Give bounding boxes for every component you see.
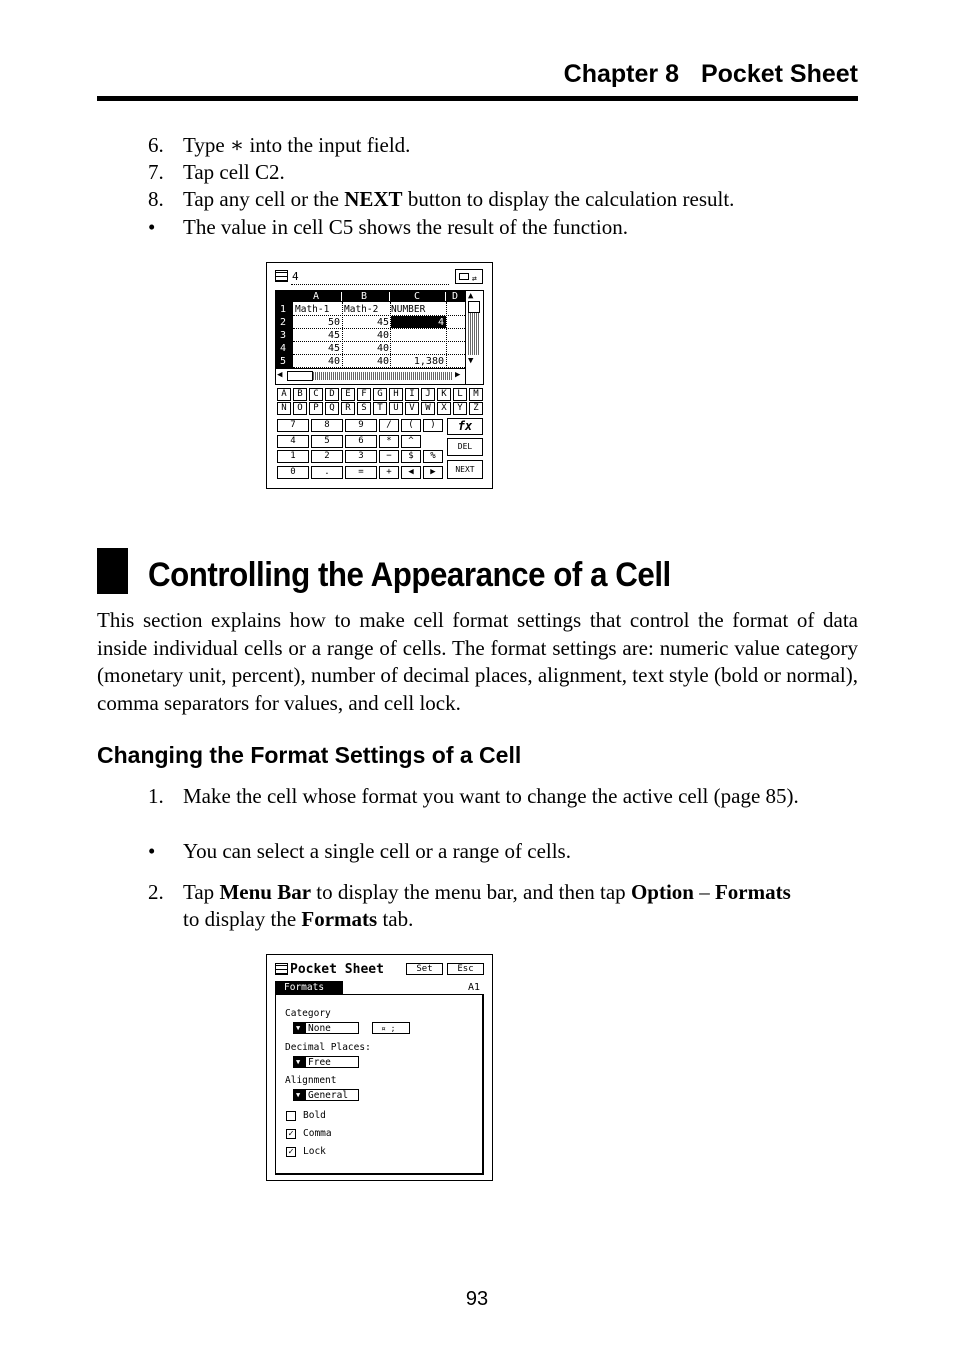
- key-b[interactable]: B: [293, 388, 307, 401]
- key-num-r1c3[interactable]: *: [379, 435, 399, 448]
- key-m[interactable]: M: [469, 388, 483, 401]
- key-v[interactable]: V: [405, 402, 419, 415]
- spreadsheet-screenshot: [266, 262, 493, 489]
- cell-b1[interactable]: Math-2: [344, 304, 379, 315]
- step-1: 1. Make the cell whose format you want to change the active cell (page 85).: [148, 784, 799, 808]
- chapter-title: Pocket Sheet: [700, 60, 858, 88]
- esc-button[interactable]: Esc: [447, 963, 484, 975]
- key-num-r2c3[interactable]: −: [379, 450, 399, 463]
- set-button[interactable]: Set: [406, 963, 443, 975]
- key-j[interactable]: J: [421, 388, 435, 401]
- row-4[interactable]: 4: [280, 343, 287, 354]
- key-t[interactable]: T: [373, 402, 387, 415]
- col-b[interactable]: B: [361, 291, 368, 302]
- row-3[interactable]: 3: [280, 330, 287, 341]
- key-n[interactable]: N: [277, 402, 291, 415]
- key-o[interactable]: O: [293, 402, 307, 415]
- key-num-r3c5[interactable]: ▶: [423, 466, 443, 479]
- cell-b2[interactable]: 45: [376, 317, 389, 328]
- scroll-thumb-vertical[interactable]: [468, 301, 480, 313]
- key-num-r3c0[interactable]: 0: [277, 466, 309, 479]
- scroll-left-icon[interactable]: ◀: [277, 370, 283, 380]
- key-k[interactable]: K: [437, 388, 451, 401]
- key-r[interactable]: R: [341, 402, 355, 415]
- cell-c2[interactable]: 4: [437, 317, 444, 328]
- key-i[interactable]: I: [405, 388, 419, 401]
- key-f[interactable]: F: [357, 388, 371, 401]
- scroll-thumb-horizontal[interactable]: [287, 371, 313, 381]
- decimal-places-dropdown[interactable]: ▼ Free: [293, 1056, 359, 1068]
- next-term: NEXT: [344, 187, 403, 211]
- lock-label: Lock: [303, 1146, 326, 1157]
- cell-a5[interactable]: 40: [327, 356, 340, 367]
- dropdown-arrow-icon: ▼: [296, 1091, 301, 1099]
- key-num-r3c4[interactable]: ◀: [401, 466, 421, 479]
- cell-c1[interactable]: NUMBER: [391, 304, 426, 315]
- comma-label: Comma: [303, 1128, 332, 1139]
- function-key[interactable]: fx: [447, 418, 483, 435]
- cell-a3[interactable]: 45: [327, 330, 340, 341]
- col-d[interactable]: D: [452, 291, 459, 302]
- currency-icon: ¤ ;: [381, 1024, 396, 1033]
- alignment-dropdown[interactable]: ▼ General: [293, 1089, 359, 1101]
- key-num-r0c5[interactable]: ): [423, 419, 443, 432]
- key-l[interactable]: L: [453, 388, 467, 401]
- key-num-r2c2[interactable]: 3: [345, 450, 377, 463]
- checkmark-icon: ✓: [288, 1147, 294, 1157]
- key-e[interactable]: E: [341, 388, 355, 401]
- key-s[interactable]: S: [357, 402, 371, 415]
- cell-b4[interactable]: 40: [376, 343, 389, 354]
- alignment-label: Alignment: [285, 1075, 337, 1086]
- key-num-r3c2[interactable]: =: [345, 466, 377, 479]
- key-g[interactable]: G: [373, 388, 387, 401]
- row-1[interactable]: 1: [280, 304, 287, 315]
- sheet-icon: [275, 270, 288, 282]
- lock-checkbox[interactable]: [286, 1147, 296, 1157]
- key-x[interactable]: X: [437, 402, 451, 415]
- key-num-r2c5[interactable]: %: [423, 450, 443, 463]
- cell-b3[interactable]: 40: [376, 330, 389, 341]
- row-5[interactable]: 5: [280, 356, 287, 367]
- key-num-r2c4[interactable]: $: [401, 450, 421, 463]
- key-num-r3c3[interactable]: +: [379, 466, 399, 479]
- cell-a1[interactable]: Math-1: [295, 304, 330, 315]
- currency-symbol-button[interactable]: [372, 1022, 410, 1034]
- next-key[interactable]: NEXT: [447, 460, 483, 479]
- dropdown-arrow-icon: ▼: [296, 1058, 301, 1066]
- delete-key[interactable]: DEL: [447, 438, 483, 456]
- dropdown-arrow-icon: ▼: [296, 1024, 301, 1032]
- key-num-r2c1[interactable]: 2: [311, 450, 343, 463]
- formats-dialog-screenshot: [266, 954, 493, 1181]
- input-field[interactable]: 4: [292, 270, 299, 283]
- cell-reference: A1: [468, 982, 481, 993]
- cell-a4[interactable]: 45: [327, 343, 340, 354]
- key-num-r0c0[interactable]: 7: [277, 419, 309, 432]
- category-label: Category: [285, 1008, 331, 1019]
- key-num-r0c3[interactable]: /: [379, 419, 399, 432]
- heading-marker: [97, 548, 128, 594]
- key-z[interactable]: Z: [469, 402, 483, 415]
- bold-checkbox[interactable]: [286, 1111, 296, 1121]
- key-a[interactable]: A: [277, 388, 291, 401]
- row-2[interactable]: 2: [280, 317, 287, 328]
- category-dropdown[interactable]: ▼ None: [293, 1022, 359, 1034]
- key-num-r1c0[interactable]: 4: [277, 435, 309, 448]
- key-num-r2c0[interactable]: 1: [277, 450, 309, 463]
- comma-checkbox[interactable]: [286, 1129, 296, 1139]
- cell-a2[interactable]: 50: [327, 317, 340, 328]
- scroll-right-icon[interactable]: ▶: [455, 370, 461, 380]
- sheet-icon: [275, 963, 288, 975]
- key-num-r0c2[interactable]: 9: [345, 419, 377, 432]
- key-num-r1c1[interactable]: 5: [311, 435, 343, 448]
- section-intro: This section explains how to make cell format settings that control the format of data inside individual cells or a range of cells. The format settings are: numeric value category (monetary unit, percent), number of decimal places, alignment, text style (bold or normal), comma separators for values, and cell lock.: [97, 608, 859, 715]
- key-d[interactable]: D: [325, 388, 339, 401]
- key-num-r0c4[interactable]: (: [401, 419, 421, 432]
- page-number: 93: [465, 1288, 489, 1310]
- scroll-up-icon[interactable]: ▲: [468, 291, 474, 301]
- step-2: 2. Tap Menu Bar to display the menu bar, and then tap Option – Formats to display the Formats tab.: [148, 880, 791, 931]
- app-title: Pocket Sheet: [290, 962, 384, 977]
- decimal-places-label: Decimal Places:: [285, 1042, 371, 1053]
- running-header: [97, 60, 858, 89]
- key-y[interactable]: Y: [453, 402, 467, 415]
- chapter-label: Chapter 8: [563, 60, 679, 88]
- key-c[interactable]: C: [309, 388, 323, 401]
- key-num-r1c4[interactable]: ^: [401, 435, 421, 448]
- bold-label: Bold: [303, 1110, 326, 1121]
- subsection-heading: Changing the Format Settings of a Cell: [97, 742, 522, 768]
- col-c[interactable]: C: [414, 291, 421, 302]
- toolbar-icon-button[interactable]: ⇄: [455, 269, 483, 284]
- scroll-down-icon[interactable]: ▼: [468, 356, 474, 366]
- key-u[interactable]: U: [389, 402, 403, 415]
- key-num-r3c1[interactable]: .: [311, 466, 343, 479]
- column-header-bar: [276, 291, 465, 302]
- key-p[interactable]: P: [309, 402, 323, 415]
- key-num-r1c2[interactable]: 6: [345, 435, 377, 448]
- key-h[interactable]: H: [389, 388, 403, 401]
- key-w[interactable]: W: [421, 402, 435, 415]
- key-q[interactable]: Q: [325, 402, 339, 415]
- key-num-r0c1[interactable]: 8: [311, 419, 343, 432]
- cell-c5[interactable]: 1,380: [413, 356, 444, 367]
- checkmark-icon: ✓: [288, 1129, 294, 1139]
- col-a[interactable]: A: [313, 291, 320, 302]
- cell-b5[interactable]: 40: [376, 356, 389, 367]
- formats-tab-label: Formats: [284, 982, 325, 993]
- header-rule: [97, 96, 858, 101]
